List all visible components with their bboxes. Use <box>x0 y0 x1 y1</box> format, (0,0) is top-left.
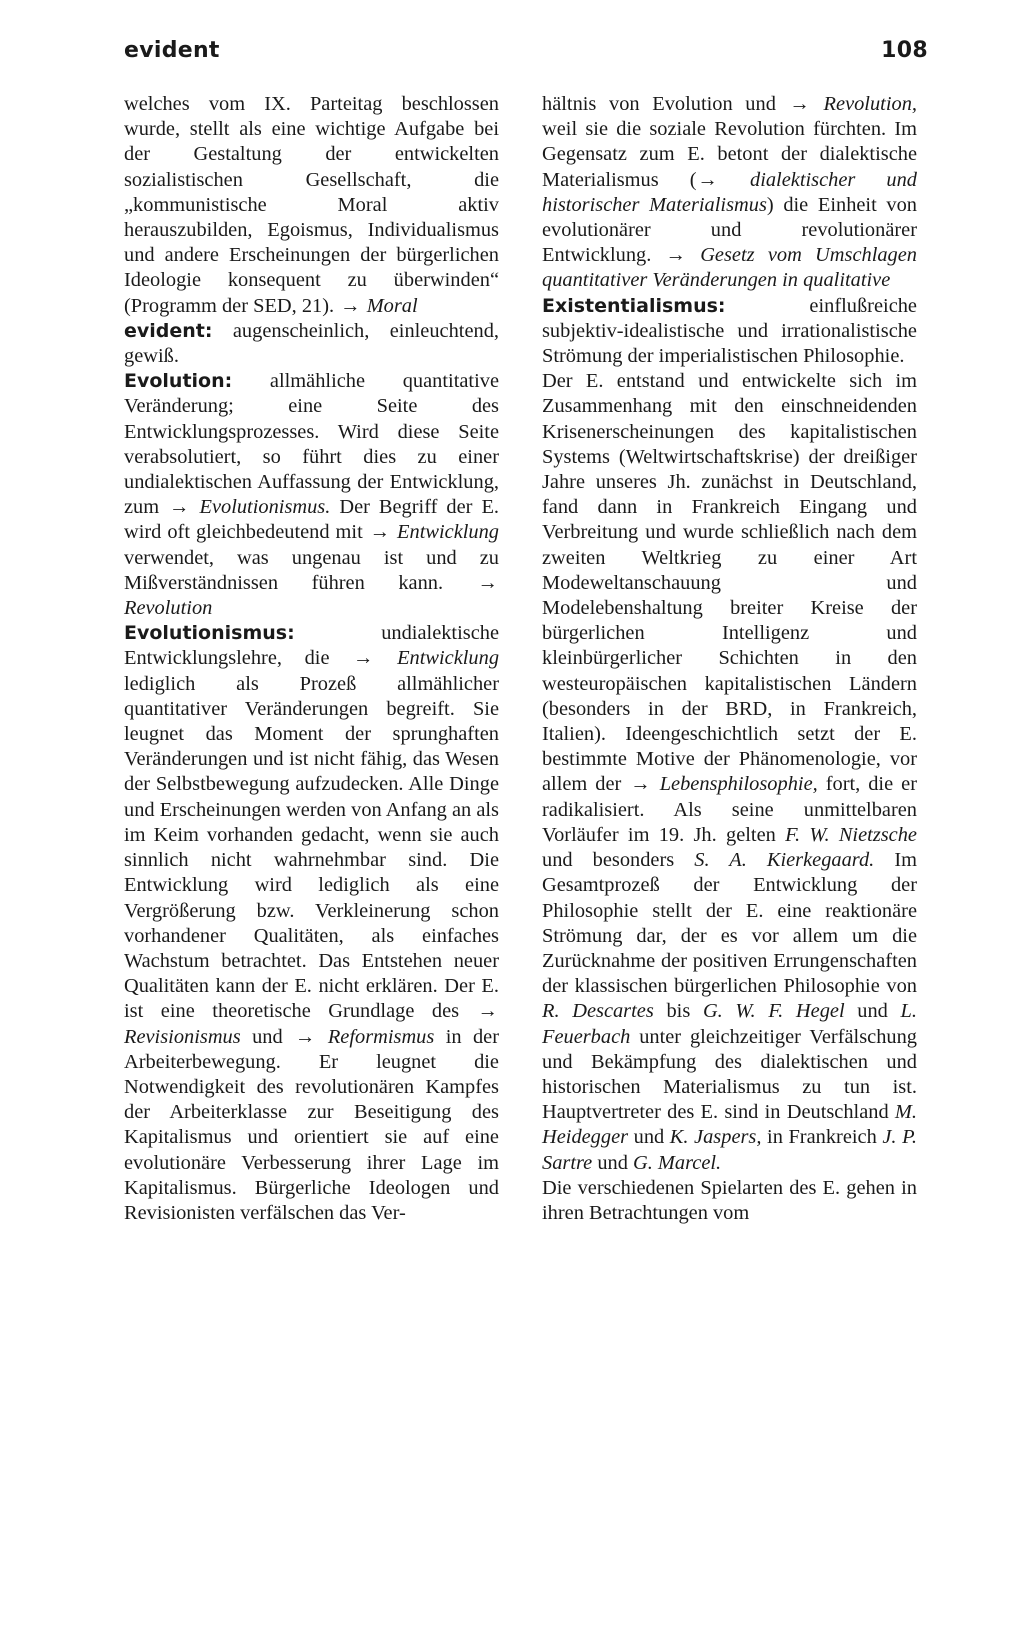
text-run: Die verschiedenen Spielarten des E. gehen in ihren Betrachtungen vom <box>542 1176 917 1224</box>
text-run: verwendet, was ungenau ist und zu Mißverständnissen führen kann. <box>124 546 499 594</box>
arrow-right-icon: → <box>169 496 190 519</box>
text-run: in der Arbeiterbewegung. Er leugnet die Notwendigkeit des revolutionären Kampfes der Arbeiterklasse zur Beseitigung des Kapitalismus und orientiert sie auf eine evolutionäre Verbesserung ihrer Lage im Kapitalismus. Bürgerliche Ideologen und Revisionisten verfälschen das Ver- <box>124 1025 499 1224</box>
arrow-right-icon: → <box>340 294 361 317</box>
text-run: augenscheinlich, einleuchtend, gewiß. <box>124 319 499 368</box>
cross-reference: Revolution <box>124 597 213 620</box>
arrow-right-icon: → <box>295 1025 316 1048</box>
continuation-paragraph <box>124 92 499 319</box>
arrow-right-icon: → <box>789 93 810 115</box>
text-run: und <box>592 1151 634 1174</box>
continuation-paragraph <box>542 92 917 294</box>
text-run: und <box>628 1126 670 1149</box>
entry-term: Existentialismus: <box>542 294 726 317</box>
cross-reference: Reformismus <box>316 1025 435 1048</box>
page-header <box>124 38 928 63</box>
arrow-right-icon: → <box>697 168 718 191</box>
text-run: hältnis von Evolution und <box>542 93 789 115</box>
page-number: 108 <box>881 38 928 63</box>
arrow-right-icon: → <box>477 571 498 594</box>
cross-reference: Moral <box>361 294 418 317</box>
cross-reference: K. Jaspers, <box>669 1126 762 1149</box>
cross-reference: Gesetz vom Umschlagen quantitativer Veränderungen in qualitative <box>542 244 917 292</box>
cross-reference: Entwicklung <box>374 647 500 670</box>
text-run: und <box>844 1000 901 1023</box>
cross-reference: F. W. Nietzsche <box>785 823 917 846</box>
dictionary-entry-evolutionismus <box>124 621 499 1226</box>
cross-reference: G. W. F. Hegel <box>702 1000 845 1023</box>
text-run: undialektische Entwicklungslehre, die <box>124 622 499 670</box>
text-run: bis <box>653 1000 703 1023</box>
cross-reference: Revolution, <box>810 93 917 115</box>
text-run: in Frankreich <box>761 1126 883 1149</box>
arrow-right-icon: → <box>353 647 374 670</box>
text-run: Der E. entstand und entwickelte sich im Zusammenhang mit den einschneidenden Krisenerscheinungen des kapitalistischen Systems (Weltwirtschaftskrise) der dreißiger Jahre unseres Jh. zunächst in Deutschland, fand dann in Frankreich Eingang und Verbreitung und wurde schließlich nach dem zweiten Weltkrieg zu einer Art Modeweltanschauung und Modelebenshaltung breiter Kreise der bürgerlichen Intelligenz und kleinbürgerlicher Schichten in den westeuropäischen kapitalistischen Ländern (besonders in der BRD, in Frankreich, Italien). Ideengeschichtlich setzt der E. bestimmte Motive der Phänomenologie, vor allem der <box>542 370 917 796</box>
text-run: ) die Einheit von evolutionärer und revolutionärer Entwicklung. <box>542 193 917 267</box>
right-column <box>542 92 917 1226</box>
arrow-right-icon: → <box>369 521 391 544</box>
entry-body <box>124 370 499 619</box>
entry-body <box>124 622 499 1224</box>
arrow-right-icon: → <box>665 244 686 267</box>
text-run: unter gleichzeitiger Verfälschung und Bekämpfung des dialektischen und historischen Materialismus zu tun ist. Hauptvertreter des E. sind in Deutschland <box>542 1025 917 1124</box>
dictionary-entry-existentialismus <box>542 294 917 370</box>
text-run: und besonders <box>542 849 695 872</box>
text-run: weil sie die soziale Revolution fürchten. Im Gegensatz zum E. betont der dialektische Materialismus ( <box>542 118 917 191</box>
cross-reference: J. P. Sartre <box>542 1126 917 1174</box>
cross-reference: dialektischer und historischer Materialismus <box>542 168 917 216</box>
cross-reference: Lebensphilosophie, <box>651 773 818 796</box>
running-headword: evident <box>124 38 220 63</box>
entry-paragraph <box>542 369 917 1176</box>
entry-term: Evolution: <box>124 370 233 393</box>
cross-reference: Entwicklung <box>391 521 499 544</box>
arrow-right-icon: → <box>477 1000 498 1023</box>
cross-reference: L. Feuerbach <box>542 1000 917 1048</box>
cross-reference: Evolutionismus. <box>190 496 331 519</box>
text-run: lediglich als Prozeß allmählicher quantitativer Veränderungen begreift. Sie leugnet das Moment der sprunghaften Veränderungen und ist nicht fähig, das Wesen der Selbstbewegung aufzudecken. Alle Dinge und Erscheinungen werden von Anfang an als im Keim vorhanden gedacht, wenn sie auch sinnlich nicht wahrnehmbar sind. Die Entwicklung wird lediglich als eine Vergrößerung bzw. Verkleinerung schon vorhandener Qualitäten, als einfaches Wachstum betrachtet. Das Entstehen neuer Qualitäten kann der E. nicht erklären. Der E. ist eine theoretische Grundlage des <box>124 672 499 1023</box>
text-run: fort, die er radikalisiert. Als seine unmittelbaren Vorläufer im 19. Jh. gelten <box>542 773 917 846</box>
text-run: Im Gesamtprozeß der Entwicklung der Philosophie stellt der E. eine reaktionäre Strömung dar, der es vor allem um die Zurücknahme der positiven Errungenschaften der klassischen bürgerlichen Philosophie von <box>542 849 917 998</box>
text-run: allmähliche quantitative Veränderung; eine Seite des Entwicklungsprozesses. Wird diese Seite verabsolutiert, so führt dies zu einer undialektischen Auffassung der Entwicklung, zum <box>124 370 499 519</box>
text-run: welches vom IX. Parteitag beschlossen wurde, stellt als eine wichtige Aufgabe bei der Gestaltung der entwickelten sozialistischen Gesellschaft, die „kommunistische Moral aktiv herauszubilden, Egoismus, Individualismus und andere Erscheinungen der bürgerlichen Ideologie konsequent zu überwinden“ (Programm der SED, 21). <box>124 93 499 317</box>
dictionary-entry-evident <box>124 319 499 369</box>
cross-reference: Revisionismus <box>124 1025 241 1048</box>
entry-term: evident: <box>124 319 213 342</box>
entry-paragraph <box>542 1176 917 1226</box>
text-run: und <box>240 1025 295 1048</box>
cross-reference: S. A. Kierkegaard. <box>694 849 875 872</box>
dictionary-entry-evolution <box>124 369 499 621</box>
cross-reference: M. Heidegger <box>542 1101 917 1149</box>
arrow-right-icon: → <box>630 773 651 796</box>
cross-reference: G. Marcel. <box>633 1151 722 1174</box>
left-column <box>124 92 499 1226</box>
entry-term: Evolutionismus: <box>124 622 295 645</box>
cross-reference: R. Descartes <box>542 1000 654 1023</box>
text-run: einflußreiche subjektiv-idealistische und irrationalistische Strömung der imperialistischen Philosophie. <box>542 294 917 368</box>
text-run: Der Begriff der E. wird oft gleichbedeutend mit <box>124 496 499 544</box>
